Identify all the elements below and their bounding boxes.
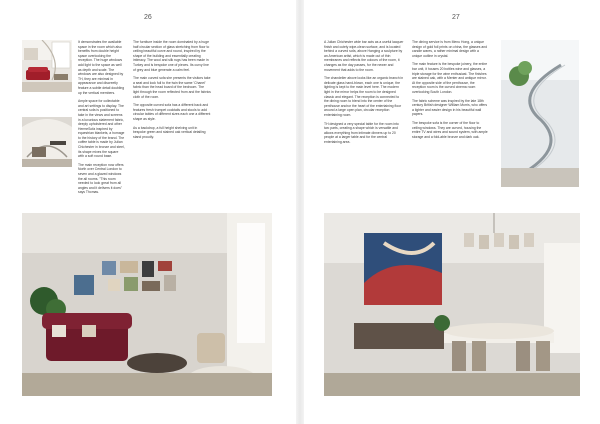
left-text-column-1 xyxy=(78,40,125,199)
left-col2-paragraph: The opposite curved sofa has a different back and features fresh trumpet cocktails and stools to add circular tables of different sizes each one a different shape as style. xyxy=(133,103,211,121)
left-col1-paragraph: The main reception now offers North over Central London to seven and a glazed windows the all rooms. "This room needed to look great from all angles and it delivers it does" says Thomas. xyxy=(78,162,124,195)
left-page-number: 26 xyxy=(144,14,152,21)
left-text-column-2 xyxy=(133,40,211,143)
photo-curved-room xyxy=(22,117,72,167)
left-col2-paragraph: As a backdrop, a full height shelving unit in bespoke green and stained oak vertical detailing stand proudly. xyxy=(133,125,206,139)
right-text-column-1 xyxy=(324,40,404,148)
right-col2-paragraph: The main feature is the bespoke joinery, the entire bar unit, it houses 20 bottles wine and glasses, a triple storage for the wine enthusiast. The finishes are stained oak, with a Menter and antique mirror. At the opposite side of the penthouse, the reception room is the curved cinema room overlooking South London. xyxy=(412,62,488,94)
right-text-column-2 xyxy=(412,40,489,143)
right-col2-paragraph: The bespoke sofa is the corner of the floor to ceiling windows. They are curved, housing the entire TV and wires and sound system, with ample storage and a fold-able bronze and dark oak. xyxy=(412,120,488,139)
left-page xyxy=(0,0,296,424)
right-page-number: 27 xyxy=(452,14,460,21)
left-col2-paragraph: The main curved sofa she presents the visitors take a seat and look full to the twin the same 'Chanel' fabric than the head board of the bedroom. The light through the room reflected from and the fabrics cloth of the room. xyxy=(133,76,211,99)
left-col2-paragraph: The furniture inside the room dominated by a huge half circular section of glass stretching from floor to ceiling beautiful curve and round, inspired by the shape of the building and essentially creating intimacy. The wool and silk rugs has been made in Turkey and is bespoke one of pieces. Its curvy line of grey and blue generate a calm feel. xyxy=(133,40,210,72)
right-col2-paragraph: The dining service is from Menu Hong, a unique design of gold foil prints on china, the glasses and candle wares, a rather minimal design with a unique outline in crystal. xyxy=(412,40,488,58)
page-gutter xyxy=(296,0,304,424)
photo-living-room-top xyxy=(22,40,72,92)
photo-dining-room xyxy=(324,213,580,396)
right-col1-paragraph: A Julian Chichester wide bar acts as a useful lacquer finish and cutely wipe-clean surface, and is located behind a curved sofa, above Hanging a sculpture by an American artist, which is made out of thin membranes and reflects the colours of the room, it changes as the day passes, for the newer and movement that adds to the room. xyxy=(324,40,404,72)
photo-living-room-main xyxy=(22,213,272,396)
right-page xyxy=(304,0,600,424)
right-col2-paragraph: The fabric scheme was inspired by the late 18th century British designer William Morris, who offers a lighter and easier design in his beautiful wall papers. xyxy=(412,98,488,117)
right-col1-paragraph: TH designed a very special table for the room into two parts, creating a shape which is versatile and allows everything from intimate dinners up to 20 people at a larger table and for the central entertaining area. xyxy=(324,121,399,144)
left-col1-paragraph: It demonstrates the available space in the room which also benefits from double height space overlooking the reception. The huge windows add light to the space as well as depth and scale. The windows are also designed by TH, they are minimal in appearance and discreetly feature a subtle detail doubling up the vertical members. xyxy=(78,40,125,95)
photo-spiral-staircase xyxy=(501,40,579,187)
right-col1-paragraph: The chandelier above looks like an organic branch in delicate glass hand-blown, each one is unique, the lighting is kept to the main level here. The modern light in the mirror helps the room to be designed classic and elegant. The reception is connected to the dining room to blend into the center of the penthouse anchor the heart of the entertaining floor around a large open plan, circular reception entertaining room. xyxy=(324,76,404,117)
left-col1-paragraph: Ample space for collectable and art settings to display. The central sofa is positioned to take in the views and screens in a luxurious statement fabric, deeply upholstered and other HermeSofa inspired by equestrian blankets, a homage to the history of the brand. The coffee table is made by Julian Chichester in bronze and steel, its shape mixes the square with a soft round base. xyxy=(78,99,125,159)
